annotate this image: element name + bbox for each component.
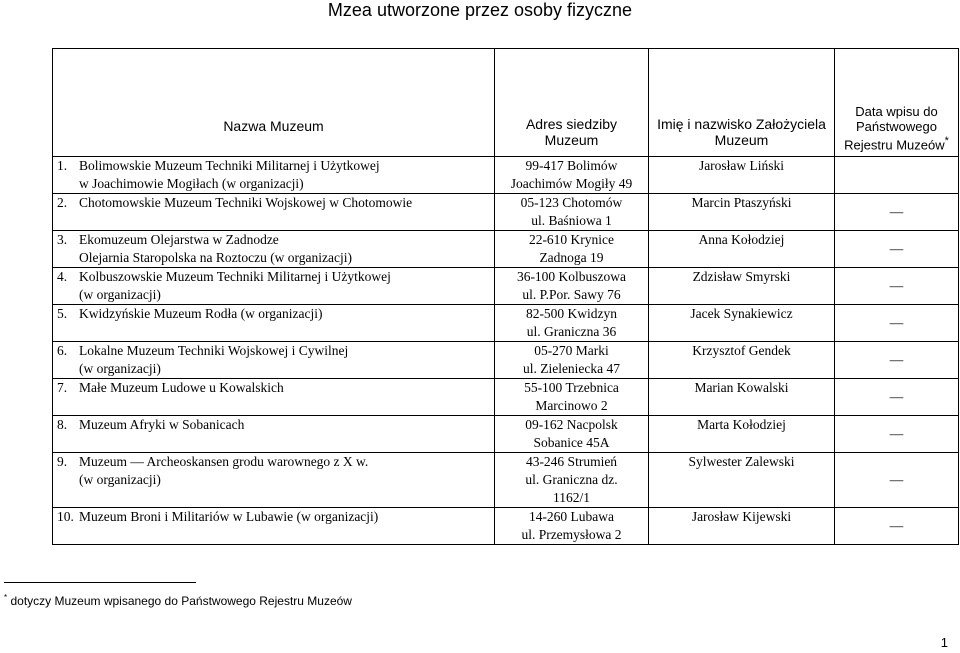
cell-museum-name xyxy=(53,194,495,231)
page-number: 1 xyxy=(940,635,948,650)
row-number: 10. xyxy=(57,509,74,524)
table-row xyxy=(53,416,959,453)
museum-name-line: Muzeum Afryki w Sobanicach xyxy=(79,417,245,432)
row-number: 9. xyxy=(57,454,68,469)
address-line: 36-100 Kolbuszowa xyxy=(516,269,627,284)
address-line: 55-100 Trzebnica xyxy=(524,380,619,395)
row-number: 7. xyxy=(57,380,68,395)
address-line: Sobanice 45A xyxy=(533,435,610,450)
registry-date-dash: — xyxy=(889,518,904,533)
cell-museum-name xyxy=(53,508,495,545)
table-row xyxy=(53,231,959,268)
cell-registry-date xyxy=(835,194,959,231)
address-line: 14-260 Lubawa xyxy=(528,509,615,524)
address-line: 22-610 Krynice xyxy=(528,232,615,247)
cell-address xyxy=(495,194,649,231)
cell-museum-name xyxy=(53,268,495,305)
cell-registry-date xyxy=(835,342,959,379)
cell-founder: Sylwester Zalewski xyxy=(649,453,835,508)
cell-address xyxy=(495,379,649,416)
cell-registry-date xyxy=(835,416,959,453)
header-date-mark: * xyxy=(944,134,949,147)
cell-museum-name xyxy=(53,157,495,194)
cell-founder: Jacek Synakiewicz xyxy=(649,305,835,342)
address-line: Joachimów Mogiły 49 xyxy=(510,176,633,191)
registry-date-dash: — xyxy=(889,352,904,367)
cell-registry-date xyxy=(835,268,959,305)
museum-name-line: Muzeum — Archeoskansen grodu warownego z X w. xyxy=(79,454,369,469)
table-row xyxy=(53,508,959,545)
museum-name-line: Muzeum Broni i Militariów w Lubawie (w organizacji) xyxy=(79,509,379,524)
cell-founder: Marta Kołodziej xyxy=(649,416,835,453)
footnote xyxy=(4,590,352,609)
page-title: Mzea utworzone przez osoby fizyczne xyxy=(327,0,633,20)
address-line: ul. Przemysłowa 2 xyxy=(521,527,622,542)
cell-founder: Krzysztof Gendek xyxy=(649,342,835,379)
table-body xyxy=(53,157,959,545)
address-line: Zadnoga 19 xyxy=(539,250,604,265)
table-header-row xyxy=(53,49,959,157)
row-number: 3. xyxy=(57,232,68,247)
museum-name-line: Kwidzyńskie Muzeum Rodła (w organizacji) xyxy=(79,306,323,321)
cell-museum-name xyxy=(53,453,495,508)
cell-founder: Anna Kołodziej xyxy=(649,231,835,268)
cell-address xyxy=(495,157,649,194)
header-date-label: Data wpisu do Państwowego Rejestru Muzeów xyxy=(844,103,945,152)
row-number: 4. xyxy=(57,269,68,284)
cell-address xyxy=(495,342,649,379)
row-number: 5. xyxy=(57,306,68,321)
address-line: 43-246 Strumień xyxy=(525,454,618,469)
cell-founder: Marian Kowalski xyxy=(649,379,835,416)
cell-museum-name xyxy=(53,305,495,342)
museum-name-line: (w organizacji) xyxy=(79,287,161,302)
address-line: ul. P.Por. Sawy 76 xyxy=(522,287,621,302)
cell-address xyxy=(495,268,649,305)
cell-registry-date xyxy=(835,157,959,194)
table-row xyxy=(53,453,959,508)
museum-name-line: Małe Muzeum Ludowe u Kowalskich xyxy=(79,380,284,395)
address-line: 82-500 Kwidzyn xyxy=(525,306,618,321)
museum-name-line: Chotomowskie Muzeum Techniki Wojskowej w Chotomowie xyxy=(79,195,413,210)
cell-address xyxy=(495,231,649,268)
cell-founder: Zdzisław Smyrski xyxy=(649,268,835,305)
cell-registry-date xyxy=(835,305,959,342)
museum-name-line: Kolbuszowskie Muzeum Techniki Militarnej i Użytkowej xyxy=(79,269,391,284)
address-line: 99-417 Bolimów xyxy=(525,158,618,173)
cell-founder: Jarosław Liński xyxy=(649,157,835,194)
table-row xyxy=(53,342,959,379)
cell-museum-name xyxy=(53,416,495,453)
table-row xyxy=(53,379,959,416)
museum-name-line: Ekomuzeum Olejarstwa w Zadnodze xyxy=(79,232,279,247)
address-line: 09-162 Nacpolsk xyxy=(525,417,618,432)
museum-table xyxy=(52,48,959,545)
cell-museum-name xyxy=(53,231,495,268)
museum-name-line: Bolimowskie Muzeum Techniki Militarnej i Użytkowej xyxy=(79,158,380,173)
footnote-text: dotyczy Muzeum wpisanego do Państwowego Rejestru Muzeów xyxy=(10,594,352,608)
cell-address xyxy=(495,453,649,508)
cell-museum-name xyxy=(53,379,495,416)
row-number: 1. xyxy=(57,158,68,173)
address-line: ul. Baśniowa 1 xyxy=(531,213,612,228)
cell-registry-date xyxy=(835,453,959,508)
registry-date-dash: — xyxy=(889,315,904,330)
cell-museum-name xyxy=(53,342,495,379)
museum-name-line: Olejarnia Staropolska na Roztoczu (w organizacji) xyxy=(79,250,353,265)
address-line: 05-123 Chotomów xyxy=(520,195,623,210)
header-founder: Imię i nazwisko Założyciela Muzeum xyxy=(649,49,835,157)
cell-registry-date xyxy=(835,231,959,268)
registry-date-dash: — xyxy=(889,241,904,256)
museum-name-line: Lokalne Muzeum Techniki Wojskowej i Cywilnej xyxy=(79,343,349,358)
table-row xyxy=(53,305,959,342)
museum-name-line: w Joachimowie Mogiłach (w organizacji) xyxy=(79,176,304,191)
header-date xyxy=(835,49,959,157)
row-number: 8. xyxy=(57,417,68,432)
address-line: ul. Graniczna dz. xyxy=(525,472,618,487)
address-line: ul. Graniczna 36 xyxy=(526,324,617,339)
cell-founder: Jarosław Kijewski xyxy=(649,508,835,545)
footnote-mark: * xyxy=(4,593,8,602)
table-row xyxy=(53,268,959,305)
cell-registry-date xyxy=(835,508,959,545)
address-line: ul. Zieleniecka 47 xyxy=(522,361,621,376)
registry-date-dash: — xyxy=(889,204,904,219)
header-name: Nazwa Muzeum xyxy=(53,49,495,157)
cell-address xyxy=(495,508,649,545)
registry-date-dash: — xyxy=(889,472,904,487)
footnote-divider xyxy=(4,582,196,583)
table-row xyxy=(53,194,959,231)
header-address: Adres siedziby Muzeum xyxy=(495,49,649,157)
row-number: 2. xyxy=(57,195,68,210)
cell-registry-date xyxy=(835,379,959,416)
row-number: 6. xyxy=(57,343,68,358)
registry-date-dash: — xyxy=(889,278,904,293)
address-line: Marcinowo 2 xyxy=(535,398,608,413)
registry-date-dash: — xyxy=(889,389,904,404)
cell-address xyxy=(495,416,649,453)
address-line: 1162/1 xyxy=(553,490,590,505)
cell-founder: Marcin Ptaszyński xyxy=(649,194,835,231)
cell-address xyxy=(495,305,649,342)
table-row xyxy=(53,157,959,194)
museum-name-line: (w organizacji) xyxy=(79,361,161,376)
address-line: 05-270 Marki xyxy=(534,343,609,358)
museum-name-line: (w organizacji) xyxy=(79,472,161,487)
registry-date-dash: — xyxy=(889,426,904,441)
